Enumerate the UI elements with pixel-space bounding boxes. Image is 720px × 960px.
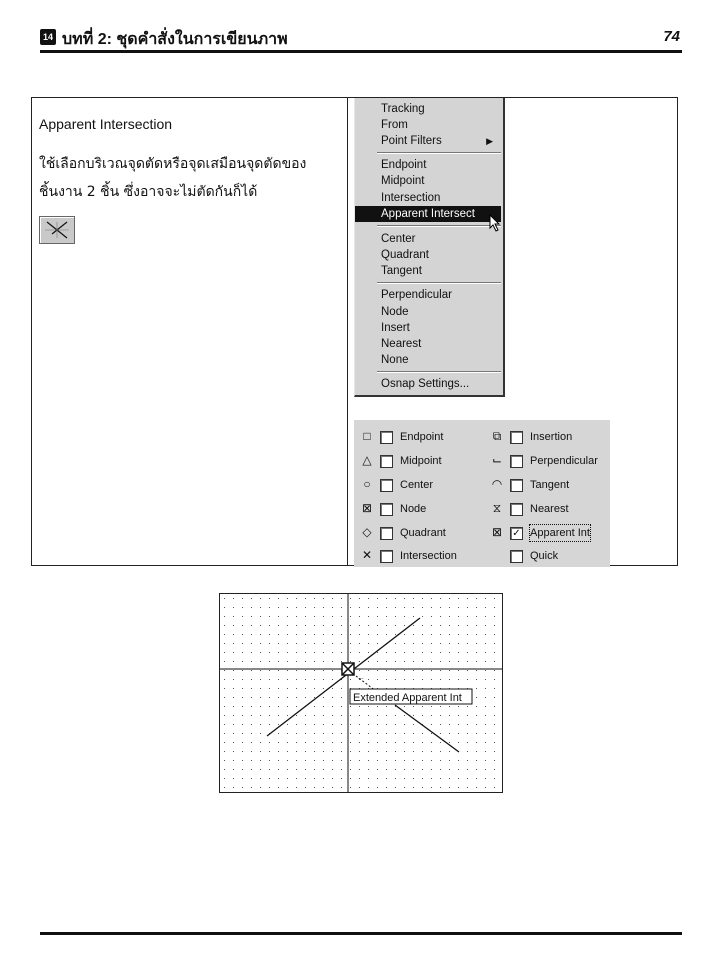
description-column	[39, 116, 339, 244]
osnap-option-label: Tangent	[530, 479, 570, 491]
osnap-option-label: Center	[400, 479, 434, 491]
menu-item-label: Perpendicular	[381, 289, 452, 301]
mouse-pointer-icon	[489, 214, 503, 232]
tangent-checkbox[interactable]	[510, 479, 523, 492]
diamond-icon: ◇	[362, 525, 372, 539]
osnap-option-label: Node	[400, 503, 427, 515]
menu-item-label: From	[381, 119, 408, 131]
x-box-icon: ⊠	[361, 501, 373, 515]
drawing-area	[219, 593, 503, 793]
tangent-icon: ◠	[491, 477, 503, 491]
menu-item-label: Insert	[381, 322, 410, 334]
menu-item-label: Quadrant	[381, 249, 429, 261]
footer-rule	[40, 932, 682, 935]
menu-item-label: Tangent	[381, 265, 422, 277]
intersection-checkbox[interactable]	[380, 550, 393, 563]
menu-item-perpendicular[interactable]	[355, 287, 501, 303]
apparent-int-checkbox[interactable]: ✓	[510, 527, 523, 540]
menu-item-midpoint[interactable]	[355, 173, 501, 189]
osnap-option-label: Quadrant	[400, 527, 446, 539]
menu-separator	[377, 371, 501, 373]
perpendicular-checkbox[interactable]	[510, 455, 523, 468]
menu-item-label: Apparent Intersect	[381, 208, 475, 220]
section-title: Apparent Intersection	[39, 116, 173, 132]
node-checkbox[interactable]	[380, 503, 393, 516]
quick-checkbox[interactable]	[510, 550, 523, 563]
menu-item-none[interactable]	[355, 352, 501, 368]
osnap-context-menu	[354, 98, 505, 397]
x-icon: ✕	[361, 548, 373, 562]
center-checkbox[interactable]	[380, 479, 393, 492]
menu-item-label: Midpoint	[381, 175, 425, 187]
osnap-option-label: Perpendicular	[530, 455, 598, 467]
menu-item-label: Tracking	[381, 103, 425, 115]
osnap-option-label: Endpoint	[400, 431, 444, 443]
menu-item-apparent-intersect[interactable]	[355, 206, 501, 222]
endpoint-checkbox[interactable]	[380, 431, 393, 444]
insertion-checkbox[interactable]	[510, 431, 523, 444]
menu-item-label: Center	[381, 233, 416, 245]
menu-separator	[377, 225, 501, 227]
menu-item-label: Endpoint	[381, 159, 427, 171]
midpoint-checkbox[interactable]	[380, 455, 393, 468]
menu-item-quadrant[interactable]	[355, 247, 501, 263]
apparent-intersection-button[interactable]	[39, 216, 75, 244]
description-line: ชิ้นงาน 2 ชิ้น ซึ่งอาจจะไม่ตัดกันก็ได้	[39, 184, 258, 200]
menu-item-nearest[interactable]	[355, 336, 501, 352]
ellipsis-marker: ...	[358, 674, 364, 681]
osnap-option-label: Nearest	[530, 503, 569, 515]
insertion-icon: ⧉	[492, 429, 502, 443]
circle-icon: ○	[363, 477, 371, 491]
menu-item-tangent[interactable]	[355, 263, 501, 279]
osnap-settings-panel	[354, 420, 610, 567]
header-rule	[40, 50, 682, 53]
drawing-canvas	[220, 594, 502, 792]
menu-item-center[interactable]	[355, 231, 501, 247]
page-number: 74	[663, 28, 680, 45]
menu-item-from[interactable]	[355, 117, 501, 133]
osnap-option-label: Intersection	[400, 550, 457, 562]
menu-item-label: Nearest	[381, 338, 422, 350]
menu-item-intersection[interactable]	[355, 190, 501, 206]
tooltip-text: Extended Apparent Int	[353, 692, 462, 704]
menu-item-endpoint[interactable]	[355, 157, 501, 173]
menu-item-insert[interactable]	[355, 320, 501, 336]
column-divider	[347, 98, 348, 565]
nearest-checkbox[interactable]	[510, 503, 523, 516]
square-icon: □	[363, 429, 371, 443]
menu-item-tracking[interactable]	[355, 101, 501, 117]
menu-item-label: Osnap Settings...	[381, 378, 470, 390]
submenu-arrow-icon: ▶	[486, 136, 493, 146]
osnap-option-label: Apparent Int	[530, 527, 590, 539]
perpendicular-icon: ⌙	[491, 453, 503, 467]
x-box-icon: ⊠	[491, 525, 503, 539]
menu-separator	[377, 152, 501, 154]
triangle-icon: △	[362, 453, 372, 467]
hourglass-icon: ⧖	[492, 501, 502, 515]
menu-separator	[377, 282, 501, 284]
menu-item-label: Point Filters	[381, 135, 442, 147]
menu-item-node[interactable]	[355, 304, 501, 320]
osnap-option-label: Midpoint	[400, 455, 442, 467]
content-box	[31, 97, 678, 566]
page-header	[40, 26, 680, 50]
menu-item-label: Node	[381, 306, 409, 318]
menu-item-label: None	[381, 354, 409, 366]
quadrant-checkbox[interactable]	[380, 527, 393, 540]
description-line: ใช้เลือกบริเวณจุดตัดหรือจุดเสมือนจุดตัดของ	[39, 156, 307, 172]
menu-item-point-filters[interactable]	[355, 133, 501, 149]
menu-item-label: Intersection	[381, 192, 441, 204]
osnap-option-label: Insertion	[530, 431, 573, 443]
chapter-icon: 14	[40, 29, 56, 45]
apparent-intersection-marker-icon	[342, 663, 354, 675]
menu-item-osnap-settings[interactable]	[355, 376, 501, 392]
chapter-title: บทที่ 2: ชุดคำสั่งในการเขียนภาพ	[62, 31, 288, 48]
osnap-option-label: Quick	[530, 550, 559, 562]
apparent-intersection-icon	[40, 217, 74, 243]
